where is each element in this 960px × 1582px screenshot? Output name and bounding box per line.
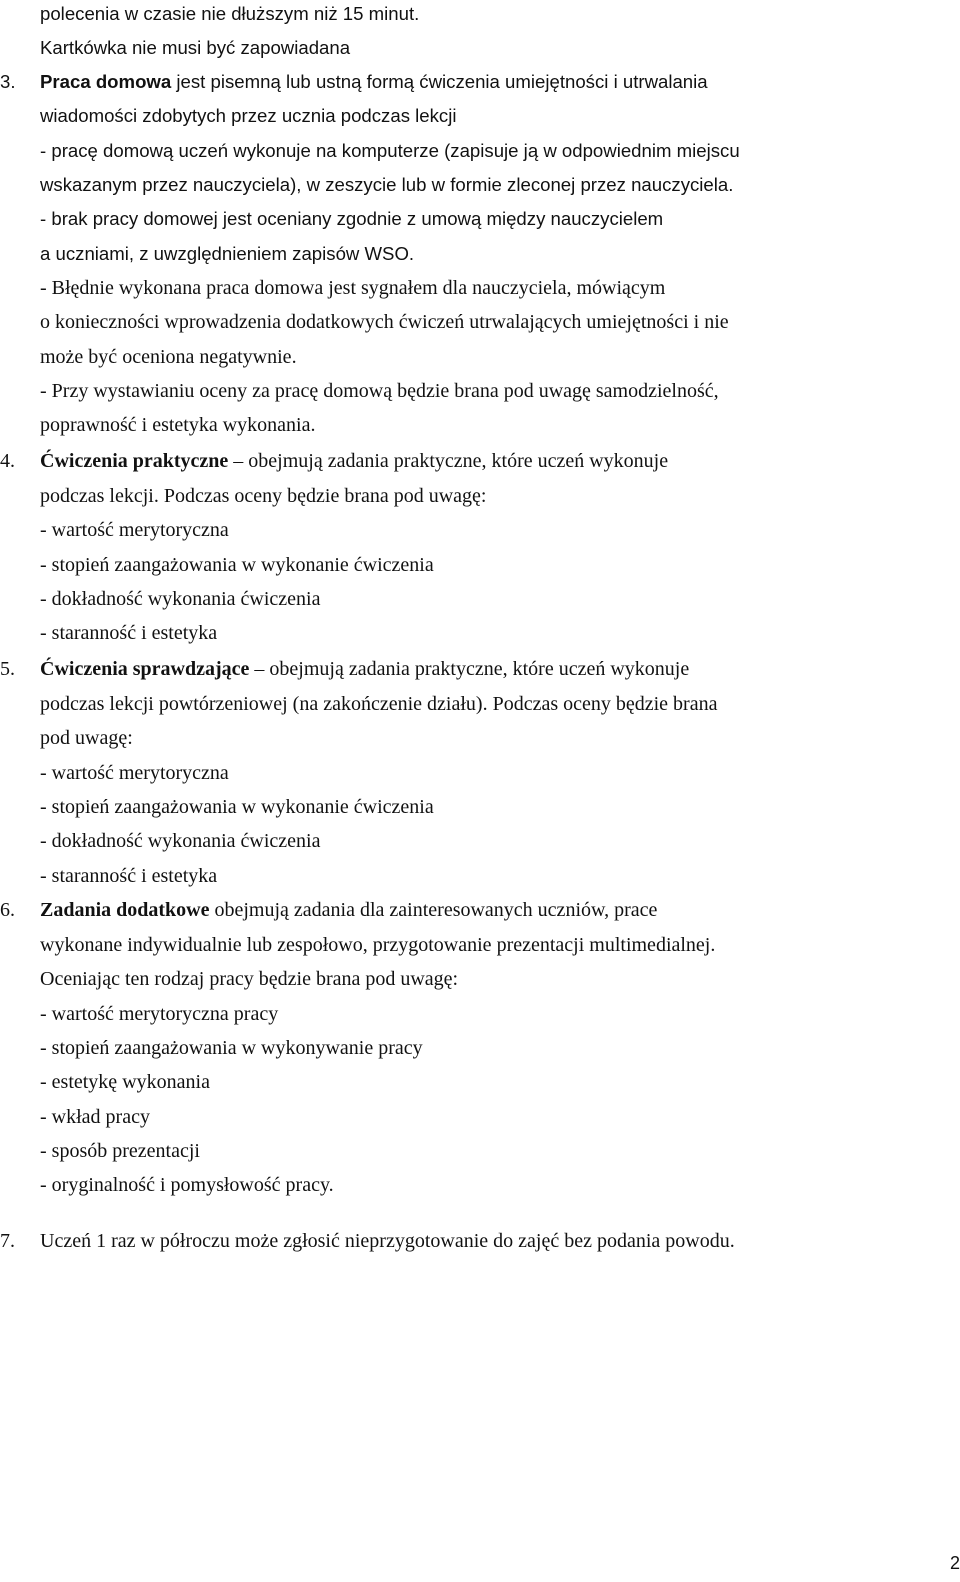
text-line: - Błędnie wykonana praca domowa jest sygnałem dla nauczyciela, mówiącym — [40, 277, 666, 299]
text-line: - dokładność wykonania ćwiczenia — [40, 588, 321, 610]
text-line: - stopień zaangażowania w wykonywanie pracy — [40, 1037, 423, 1059]
text-line: - staranność i estetyka — [40, 865, 218, 887]
text-line: podczas lekcji. Podczas oceny będzie brana pod uwagę: — [40, 485, 487, 507]
text-line: wiadomości zdobytych przez ucznia podczas lekcji — [40, 105, 457, 126]
text-line: - pracę domową uczeń wykonuje na komputerze (zapisuje ją w odpowiednim miejscu — [40, 140, 740, 161]
text-line: - estetykę wykonania — [40, 1071, 210, 1093]
text-line: poprawność i estetyka wykonania. — [40, 414, 316, 436]
list-item-heading: Zadania dodatkowe — [40, 899, 210, 921]
list-number: 7. — [0, 1230, 15, 1252]
text-line: - wartość merytoryczna pracy — [40, 1003, 279, 1025]
list-number: 6. — [0, 899, 15, 921]
text-line: pod uwagę: — [40, 727, 133, 749]
text-line: wykonane indywidualnie lub zespołowo, przygotowanie prezentacji multimedialnej. — [40, 934, 716, 956]
list-item-heading: Ćwiczenia sprawdzające — [40, 658, 250, 680]
text-line: o konieczności wprowadzenia dodatkowych ćwiczeń utrwalających umiejętności i nie — [40, 311, 729, 333]
text-line: Oceniając ten rodzaj pracy będzie brana pod uwagę: — [40, 968, 459, 990]
text-line: - wartość merytoryczna — [40, 519, 229, 541]
text-line: wskazanym przez nauczyciela), w zeszycie lub w formie zleconej przez nauczyciela. — [40, 174, 734, 195]
text-line: - sposób prezentacji — [40, 1140, 200, 1162]
list-number: 3. — [0, 71, 16, 92]
list-item-heading: Praca domowa — [40, 71, 172, 92]
text-line: - stopień zaangażowania w wykonanie ćwiczenia — [40, 554, 434, 576]
list-number: 4. — [0, 450, 15, 472]
list-number: 5. — [0, 658, 15, 680]
text-line: - oryginalność i pomysłowość pracy. — [40, 1174, 334, 1196]
text-line: - wkład pracy — [40, 1106, 150, 1128]
text-line: - wartość merytoryczna — [40, 762, 229, 784]
text-line: może być oceniona negatywnie. — [40, 346, 297, 368]
text-line: Kartkówka nie musi być zapowiadana — [40, 37, 351, 58]
text-line: - staranność i estetyka — [40, 622, 218, 644]
text-line: - Przy wystawianiu oceny za pracę domową będzie brana pod uwagę samodzielność, — [40, 380, 719, 402]
text-line: podczas lekcji powtórzeniowej (na zakończenie działu). Podczas oceny będzie brana — [40, 693, 718, 715]
list-item-heading: Ćwiczenia praktyczne — [40, 450, 229, 472]
text-line: - brak pracy domowej jest oceniany zgodnie z umową między nauczycielem — [40, 208, 664, 229]
list-item-text: – obejmują zadania praktyczne, które uczeń wykonuje — [249, 658, 690, 680]
list-item-text: jest pisemną lub ustną formą ćwiczenia umiejętności i utrwalania — [171, 71, 708, 92]
list-item-text: Uczeń 1 raz w półroczu może zgłosić nieprzygotowanie do zajęć bez podania powodu. — [40, 1230, 735, 1252]
text-line: - dokładność wykonania ćwiczenia — [40, 830, 321, 852]
text-line: polecenia w czasie nie dłuższym niż 15 minut. — [40, 3, 420, 24]
page-number: 2 — [949, 1553, 960, 1573]
text-line: a uczniami, z uwzględnieniem zapisów WSO. — [40, 243, 415, 264]
list-item-text: obejmują zadania dla zainteresowanych uczniów, prace — [209, 899, 658, 921]
text-line: - stopień zaangażowania w wykonanie ćwiczenia — [40, 796, 434, 818]
list-item-text: – obejmują zadania praktyczne, które uczeń wykonuje — [228, 450, 669, 472]
